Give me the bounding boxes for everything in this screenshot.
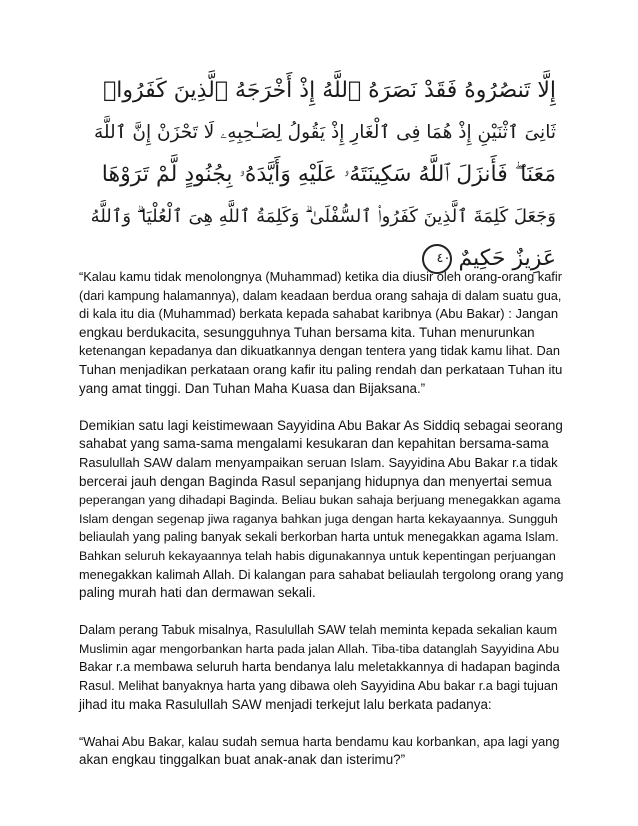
text-line: bercerai jauh dengan Baginda Rasul sepanjang hidupnya dan menyertai semua bbox=[79, 473, 552, 489]
ayah-number-marker: ٤٠ bbox=[422, 244, 452, 274]
quran-verse-line: إِلَّا تَنصُرُوهُ فَقَدْ نَصَرَهُ ٱللَّهُ إِذْ أَخْرَجَهُ ٱلَّذِينَ كَفَرُوا۟ bbox=[103, 78, 556, 103]
text-line: yang amat tinggi. Dan Tuhan Maha Kuasa dan Bijaksana.” bbox=[79, 380, 426, 396]
text-line: akan engkau tinggalkan buat anak-anak dan isterimu?” bbox=[79, 752, 406, 768]
paragraph-abu-bakar bbox=[79, 417, 563, 603]
text-line: ketenangan kepadanya dan dikuatkannya dengan tentera yang tidak kamu lihat. Dan bbox=[79, 343, 560, 359]
text-line: sahabat yang sama-sama mengalami kesukaran dan kepahitan bersama-sama bbox=[79, 436, 549, 452]
text-line: beliaulah yang paling banyak sekali berkorban harta untuk menegakkan agama Islam. bbox=[79, 530, 559, 545]
translation-paragraph bbox=[79, 268, 563, 398]
text-line: peperangan yang dihadapi Baginda. Beliau bukan sahaja berjuang menegakkan agama bbox=[79, 493, 561, 508]
text-line: Demikian satu lagi keistimewaan Sayyidina Abu Bakar As Siddiq sebagai seorang bbox=[79, 417, 563, 433]
paragraph-quote bbox=[79, 733, 563, 770]
text-line: Bakar r.a membawa seluruh harta bendanya lalu meletakkannya di hadapan baginda bbox=[79, 659, 560, 675]
body-text bbox=[79, 268, 563, 789]
text-line: Dalam perang Tabuk misalnya, Rasulullah SAW telah meminta kepada sekalian kaum bbox=[79, 623, 558, 638]
quran-verse-line-text: عَزِيزٌ حَكِيمٌ bbox=[458, 246, 556, 271]
text-line: menegakkan kalimah Allah. Di kalangan para sahabat beliaulah tergolong orang yang bbox=[79, 566, 564, 582]
quran-verse-line: وَجَعَلَ كَلِمَةَ ٱلَّذِينَ كَفَرُوا۟ ٱلسُّفْلَىٰ ۗ وَكَلِمَةُ ٱللَّهِ هِىَ ٱلْعُلْيَا ۗ وَٱللَّهُ bbox=[90, 206, 556, 227]
text-line: (dari kampung halamannya), dalam keadaan berdua orang sahaja di dalam suatu gua, bbox=[79, 288, 562, 303]
quran-verse bbox=[84, 70, 556, 280]
text-line: Rasul. Melihat banyaknya harta yang dibawa oleh Sayyidina Abu bakar r.a bagi tujuan bbox=[79, 679, 558, 694]
text-line: Islam dengan segenap jiwa raganya bahkan juga dengan harta kekayaannya. Sungguh bbox=[79, 511, 558, 526]
text-line: Tuhan menjadikan perkataan orang kafir itu paling rendah dan perkataan Tuhan itu bbox=[79, 361, 563, 377]
quran-verse-line: مَعَنَا ۖ فَأَنزَلَ ٱللَّهُ سَكِينَتَهُۥ عَلَيْهِ وَأَيَّدَهُۥ بِجُنُودٍ لَّمْ تَرَوْهَا bbox=[101, 162, 556, 187]
text-line: “Kalau kamu tidak menolongnya (Muhammad) ketika dia diusir oleh orang-orang kafir bbox=[79, 269, 562, 284]
text-line: paling murah hati dan dermawan sekali. bbox=[79, 585, 316, 601]
quran-verse-line: ثَانِىَ ٱثْنَيْنِ إِذْ هُمَا فِى ٱلْغَارِ إِذْ يَقُولُ لِصَـٰحِبِهِۦ لَا تَحْزَنْ إِنَّ ٱللَّهَ bbox=[94, 122, 556, 143]
text-line: Muslimin agar mengorbankan harta pada jalan Allah. Tiba-tiba datanglah Sayyidina Abu bbox=[79, 641, 560, 656]
paragraph-tabuk bbox=[79, 621, 563, 714]
text-line: jihad itu maka Rasulullah SAW menjadi terkejut lalu berkata padanya: bbox=[79, 696, 492, 712]
text-line: Rasulullah SAW dalam menyampaikan seruan Islam. Sayyidina Abu Bakar r.a tidak bbox=[79, 454, 558, 470]
text-line: “Wahai Abu Bakar, kalau sudah semua harta bendamu kau korbankan, apa lagi yang bbox=[79, 733, 560, 749]
text-line: Bahkan seluruh kekayaannya telah habis digunakannya untuk kepentingan perjuangan bbox=[79, 548, 556, 563]
text-line: engkau berdukacita, sesungguhnya Tuhan bersama kita. Tuhan menurunkan bbox=[79, 324, 535, 340]
text-line: di kala itu dia (Muhammad) berkata kepada sahabat karibnya (Abu Bakar) : Jangan bbox=[79, 306, 559, 322]
